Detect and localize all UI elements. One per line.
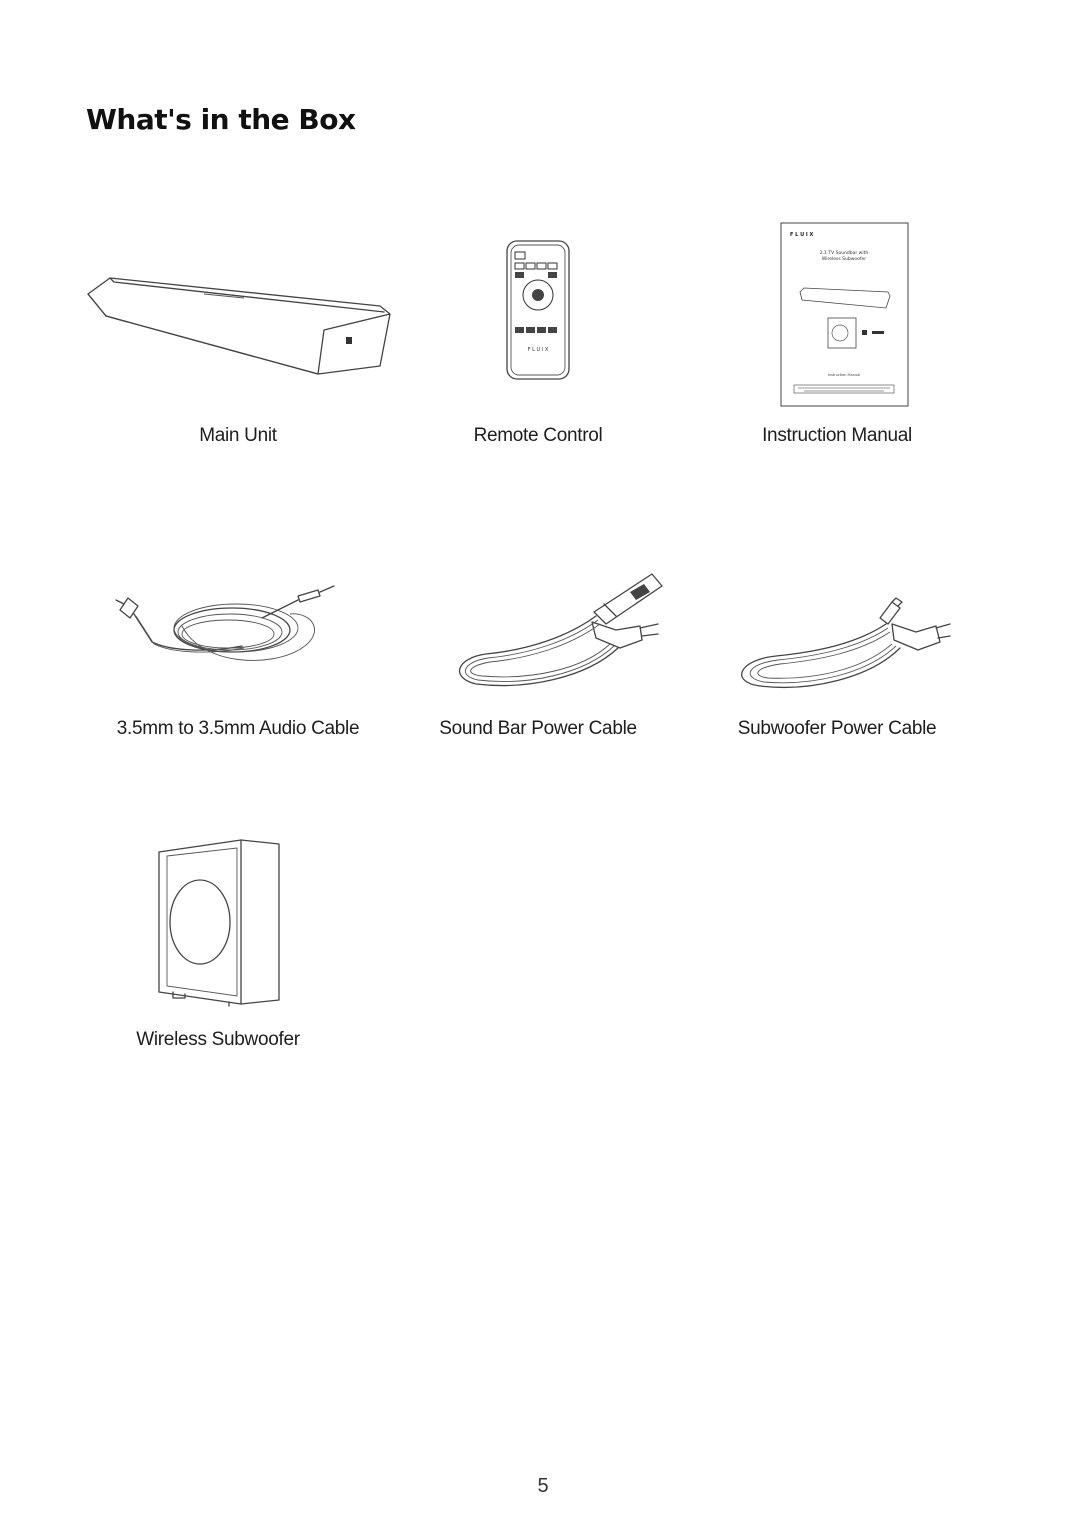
manual-footer: Instruction Manual	[827, 373, 861, 377]
item-label: Main Unit	[199, 425, 277, 446]
item-label: Remote Control	[473, 425, 603, 446]
manual-heading-1: 2.1 TV Soundbar with	[819, 251, 869, 256]
item-label: Subwoofer Power Cable	[737, 718, 937, 739]
remote-control-illustration	[505, 239, 571, 381]
manual-brand: F L U I X	[790, 232, 814, 238]
page-number: 5	[537, 1475, 549, 1497]
soundbar-power-cable-illustration	[446, 568, 670, 692]
audio-cable-illustration	[112, 578, 340, 674]
subwoofer-illustration	[155, 836, 283, 1008]
item-label: Sound Bar Power Cable	[439, 718, 637, 739]
manual-heading-2: Wireless Subwoofer	[821, 257, 867, 262]
item-label: Wireless Subwoofer	[136, 1029, 300, 1050]
page-title: What's in the Box	[86, 102, 356, 136]
subwoofer-power-cable-illustration	[730, 596, 952, 692]
item-label: 3.5mm to 3.5mm Audio Cable	[116, 718, 360, 739]
soundbar-illustration	[84, 274, 396, 380]
remote-brand: F L U I X	[527, 347, 549, 353]
item-label: Instruction Manual	[762, 425, 912, 446]
manual-illustration	[780, 222, 910, 408]
